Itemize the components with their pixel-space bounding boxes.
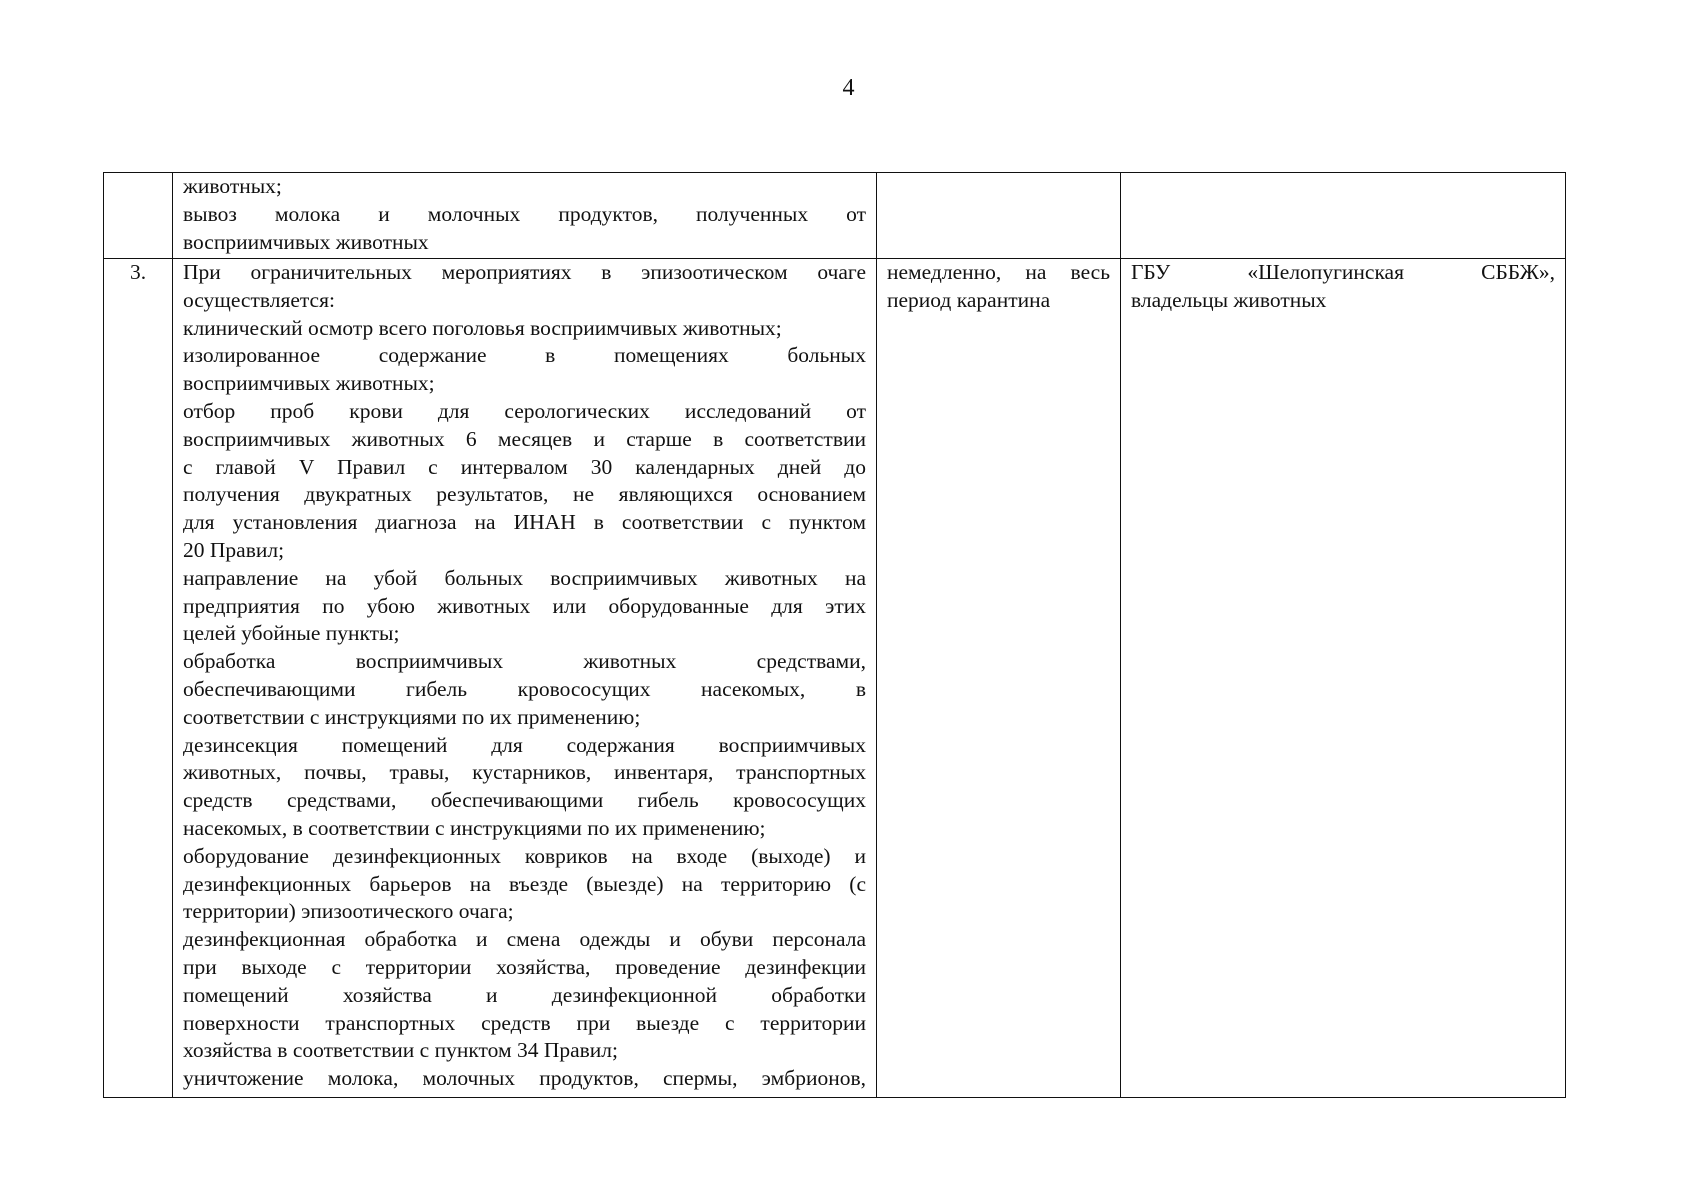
text-line: поверхности транспортных средств при выезде с территории <box>183 1010 866 1035</box>
text-line: животных, почвы, травы, кустарников, инвентаря, транспортных <box>183 760 866 785</box>
text-line: 20 Правил; <box>183 537 285 562</box>
text-line: насекомых, в соответствии с инструкциями по их применению; <box>183 815 766 840</box>
measures-table <box>103 172 1566 1098</box>
responsible-cell <box>1121 173 1566 259</box>
text-line: направление на убой больных восприимчивых животных на <box>183 565 866 590</box>
table-row <box>104 173 1566 259</box>
page-number: 4 <box>842 75 855 101</box>
measures-cell <box>173 173 877 259</box>
text-line: клинический осмотр всего поголовья восприимчивых животных; <box>183 315 782 340</box>
row-number-cell <box>104 173 173 259</box>
text-line: осуществляется: <box>183 287 335 312</box>
text-line: средств средствами, обеспечивающими гибель кровососущих <box>183 788 866 813</box>
text-line: хозяйства в соответствии с пунктом 34 Правил; <box>183 1038 619 1063</box>
text-line: ГБУ «Шелопугинская СББЖ», <box>1131 260 1555 284</box>
text-line: немедленно, на весь <box>887 260 1110 284</box>
text-line: получения двукратных результатов, не являющихся основанием <box>183 482 866 507</box>
measures-cell <box>173 259 877 1098</box>
text-line: с главой V Правил с интервалом 30 календарных дней до <box>183 454 866 479</box>
text-line: соответствии с инструкциями по их применению; <box>183 704 641 729</box>
text-line: животных; <box>183 174 282 198</box>
text-line: обеспечивающими гибель кровососущих насекомых, в <box>183 676 866 701</box>
text-line: восприимчивых животных <box>183 229 429 254</box>
text-line: территории) эпизоотического очага; <box>183 899 514 924</box>
text-line: отбор проб крови для серологических исследований от <box>183 398 866 423</box>
text-line: целей убойные пункты; <box>183 621 400 646</box>
row-number-cell: 3. <box>104 259 173 1098</box>
text-line: При ограничительных мероприятиях в эпизоотическом очаге <box>183 260 866 284</box>
text-line: дезинсекция помещений для содержания восприимчивых <box>183 732 866 757</box>
responsible-cell <box>1121 259 1566 1098</box>
term-cell <box>877 259 1121 1098</box>
text-line: уничтожение молока, молочных продуктов, спермы, эмбрионов, <box>183 1066 866 1091</box>
text-line: владельцы животных <box>1131 287 1327 312</box>
text-line: при выходе с территории хозяйства, проведение дезинфекции <box>183 954 866 979</box>
text-line: изолированное содержание в помещениях больных <box>183 343 866 368</box>
text-line: для установления диагноза на ИНАН в соответствии с пунктом <box>183 510 866 535</box>
text-line: предприятия по убою животных или оборудованные для этих <box>183 593 866 618</box>
text-line: дезинфекционных барьеров на въезде (выезде) на территорию (с <box>183 871 866 896</box>
text-line: период карантина <box>887 287 1051 312</box>
table-row <box>104 259 1566 1098</box>
text-line: вывоз молока и молочных продуктов, полученных от <box>183 201 866 226</box>
text-line: помещений хозяйства и дезинфекционной обработки <box>183 982 866 1007</box>
text-line: дезинфекционная обработка и смена одежды и обуви персонала <box>183 927 866 952</box>
text-line: восприимчивых животных; <box>183 371 435 396</box>
term-cell <box>877 173 1121 259</box>
text-line: восприимчивых животных 6 месяцев и старше в соответствии <box>183 426 866 451</box>
text-line: оборудование дезинфекционных ковриков на входе (выходе) и <box>183 843 866 868</box>
text-line: обработка восприимчивых животных средствами, <box>183 649 866 674</box>
